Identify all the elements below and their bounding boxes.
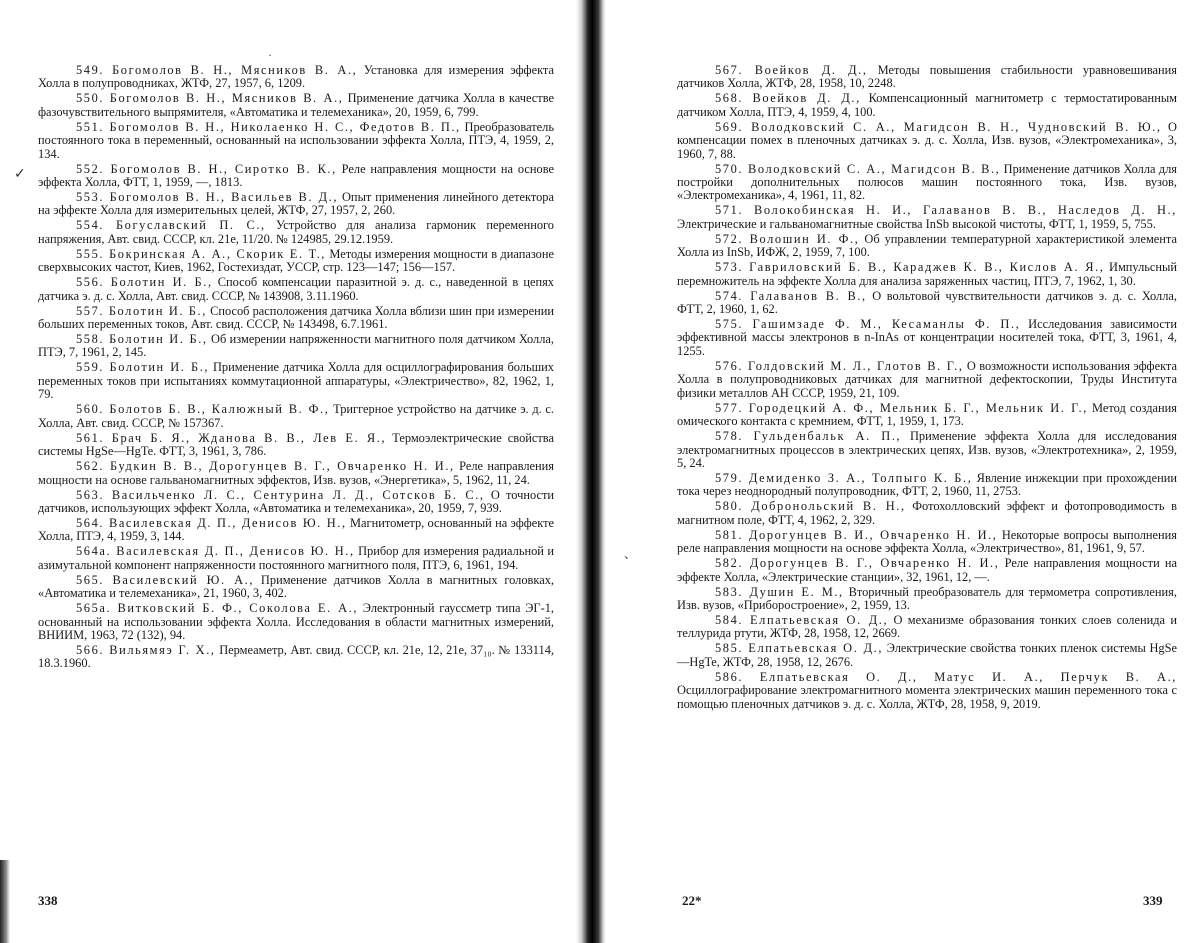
book-gutter: [576, 0, 606, 943]
entry-authors: 561. Брач Б. Я., Жданова В. В., Лев Е. Я.,: [76, 430, 387, 445]
bibliography-entry: [677, 360, 1177, 400]
bibliography-entry: [677, 204, 1177, 231]
entry-authors: 573. Гавриловский Б. В., Караджев К. В., Кислов А. Я.,: [715, 260, 1105, 275]
entry-citation: Пермеаметр, Авт. свид. СССР, кл. 21e, 12, 21e, 37₁₀. № 133114, 18.3.1960.: [38, 642, 554, 671]
margin-mark: ✓: [14, 167, 26, 182]
entry-citation: Реле направления мощности на основе эффекта Холла, ФТТ, 1, 1959, —, 1813.: [38, 161, 554, 190]
entry-citation: Об управлении температурной характеристикой элемента Холла из InSb, ИФЖ, 2, 1959, 7, 100.: [677, 231, 1177, 260]
entry-citation: Явление инжекции при прохождении тока через неоднородный полупроводник, ФТТ, 2, 1960, 11, 2753.: [677, 470, 1177, 499]
entry-authors: 583. Душин Е. М.,: [715, 584, 844, 599]
entry-authors: 572. Волошин И. Ф.,: [715, 231, 860, 246]
bibliography-entry: [677, 92, 1177, 119]
entry-citation: Применение датчика Холла для осциллографирования больших переменных токов при испытаниях коммутационной аппаратуры, «Электричество», 82, 1962, 1, 79.: [38, 360, 554, 402]
entry-authors: 563. Васильченко Л. С., Сентурина Л. Д., Сотсков Б. С.,: [76, 487, 485, 502]
entry-citation: Опыт применения линейного детектора на эффекте Холла для измерительных целей, ЖТФ, 27, 1957, 2, 260.: [38, 190, 555, 218]
entry-authors: 567. Воейков Д. Д.,: [715, 63, 868, 77]
gutter-mark: 、: [624, 547, 637, 561]
entry-citation: Применение датчика Холла в качестве фазочувствительного выпрямителя, «Автоматика и телемеханика», 20, 1959, 6, 799.: [38, 91, 554, 119]
left-page: [38, 64, 554, 943]
entry-authors: 560. Болотов Б. В., Калюжный В. Ф.,: [76, 402, 330, 417]
bibliography-entry: [677, 430, 1177, 470]
entry-authors: 564. Василевская Д. П., Денисов Ю. Н.,: [76, 515, 347, 530]
entry-citation: О механизме образования тонких слоев соленида и теллурида ртути, ЖТФ, 28, 1958, 12, 2669.: [677, 612, 1177, 641]
bibliography-entry: [38, 248, 554, 275]
entry-authors: 576. Голдовский М. Л., Глотов В. Г.,: [715, 358, 964, 373]
entry-citation: Термоэлектрические свойства системы HgSe—HgTe. ФТТ, 3, 1961, 3, 786.: [38, 430, 554, 459]
bibliography-entry: [38, 191, 554, 218]
bibliography-entry: [677, 64, 1177, 91]
entry-citation: Электрические и гальваномагнитные свойства InSb высокой чистоты, ФТТ, 1, 1959, 5, 755.: [677, 216, 1156, 231]
bibliography-entry: [677, 233, 1177, 260]
entry-authors: 585. Елпатьевская О. Д.,: [715, 641, 884, 656]
entry-citation: О возможности использования эффекта Холла в полупроводниковых датчиках для магнитной дефектоскопии, Труды Института физики металлов АН СССР, 1959, 21, 109.: [677, 358, 1178, 400]
entry-citation: Реле направления мощности на основе гальваномагнитных эффектов, Изв. вузов, «Энергетика», 5, 1962, 11, 24.: [38, 459, 554, 487]
entry-citation: Некоторые вопросы выполнения реле направления мощности на основе эффекта Холла, «Электричество», 81, 1961, 9, 57.: [677, 527, 1177, 556]
bibliography-entry: [38, 574, 554, 601]
bibliography-entry: [38, 517, 554, 544]
page-number-left: 338: [38, 893, 58, 908]
entry-citation: Установка для измерения эффекта Холла в полупроводниках, ЖТФ, 27, 1957, 6, 1209.: [38, 63, 554, 91]
entry-citation: Методы повышения стабильности уравновешивания датчиков Холла, ЖТФ, 28, 1958, 10, 2248.: [677, 63, 1177, 91]
bibliography-entry: [38, 276, 554, 303]
bibliography-entry: [677, 163, 1177, 203]
entry-authors: 554. Богуславский П. С.,: [76, 218, 266, 233]
entry-citation: Метод создания омического контакта с кремнием, ФТТ, 1, 1959, 1, 173.: [677, 400, 1177, 429]
bibliography-entry: [38, 333, 554, 360]
bibliography-entry: [677, 529, 1177, 556]
bibliography-entry: [38, 219, 554, 246]
bibliography-entry: [677, 586, 1177, 613]
bibliography-list-right: [677, 64, 1177, 711]
entry-authors: 555. Бокринская А. А., Скорик Е. Т.,: [76, 246, 326, 261]
bibliography-entry: [38, 602, 554, 642]
bibliography-entry: [38, 403, 554, 430]
bibliography-entry: [38, 361, 554, 401]
entry-authors: 584. Елпатьевская О. Д.,: [715, 612, 889, 627]
entry-citation: Преобразователь постоянного тока в переменный, основанный на использовании эффекта Холла, ПТЭ, 4, 1959, 2, 134.: [38, 119, 554, 161]
entry-citation: Вторичный преобразователь для термометра сопротивления, Изв. вузов, «Приборостроение», 2, 1959, 13.: [677, 584, 1177, 612]
entry-authors: 558. Болотин И. Б.,: [76, 332, 208, 347]
entry-citation: Применение датчиков Холла в магнитных головках, «Автоматика и телемеханика», 21, 1960, 3, 402.: [38, 572, 555, 601]
entry-authors: 568. Воейков Д. Д.,: [715, 91, 861, 106]
entry-citation: Магнитометр, основанный на эффекте Холла, ПТЭ, 4, 1959, 3, 144.: [38, 515, 554, 544]
entry-citation: Электронный гауссметр типа ЭГ-1, основанный на использовании эффекта Холла. Исследования в области магнитных измерений, ВНИИМ, 1963, 72 (132), 94.: [38, 601, 554, 642]
entry-citation: Способ компенсации паразитной э. д. с., наведенной в цепях датчика э. д. с. Холла, Авт. свид. СССР, № 143908, 3.11.1960.: [38, 275, 554, 303]
entry-authors: 575. Гашимзаде Ф. М., Кесаманлы Ф. П.,: [715, 317, 1021, 332]
right-page: [677, 64, 1177, 943]
bibliography-entry: [677, 557, 1177, 584]
bibliography-entry: [677, 472, 1177, 499]
page-number-right: 339: [1143, 893, 1163, 908]
bibliography-entry: [38, 489, 554, 516]
entry-citation: Импульсный перемножитель на эффекте Холла для анализа заряженных частиц, ПТЭ, 7, 1962, 1, 30.: [677, 260, 1178, 288]
bibliography-entry: [38, 460, 554, 487]
entry-authors: 565а. Витковский Б. Ф., Соколова Е. А.,: [76, 601, 359, 616]
bibliography-entry: [38, 545, 554, 572]
entry-authors: 580. Добронольский В. Н.,: [715, 499, 906, 514]
entry-authors: 565. Василевский Ю. А.,: [76, 572, 255, 587]
bibliography-entry: [677, 261, 1177, 288]
entry-citation: Прибор для измерения радиальной и азимутальной компонент напряженности постоянного магнитного поля, ПТЭ, 6, 1961, 194.: [38, 544, 554, 572]
entry-citation: Исследования зависимости эффективной массы электронов в n-InAs от концентрации носителей тока, ФТТ, 3, 1961, 4, 1255.: [677, 317, 1177, 358]
bibliography-entry: [677, 671, 1177, 711]
bibliography-entry: [38, 644, 554, 671]
bibliography-entry: [38, 64, 554, 91]
entry-authors: 553. Богомолов В. Н., Васильев В. Д.,: [76, 190, 339, 205]
page-edge-shadow: [0, 860, 10, 943]
entry-authors: 550. Богомолов В. Н., Мясников В. А.,: [76, 91, 344, 106]
entry-citation: Применение датчиков Холла для постройки дополнительных полюсов машин постоянного тока, Изв. вузов, «Электромеханика», 4, 1961, 11, 82.: [677, 161, 1177, 203]
entry-citation: Электрические свойства тонких пленок системы HgSe—HgTe, ЖТФ, 28, 1958, 12, 2676.: [677, 641, 1177, 669]
entry-authors: 586. Елпатьевская О. Д., Матус И. А., Перчук В. А.,: [715, 669, 1177, 684]
bibliography-entry: [677, 642, 1177, 669]
entry-authors: 556. Болотин И. Б.,: [76, 275, 213, 290]
bibliography-entry: [38, 305, 554, 332]
entry-citation: Устройство для анализа гармоник переменного напряжения, Авт. свид. СССР, кл. 21e, 11/20. № 124985, 29.12.1959.: [38, 218, 554, 246]
entry-citation: О компенсации помех в пленочных датчиках э. д. с. Холла, Изв. вузов, «Электромеханика», 3, 1960, 7, 88.: [677, 119, 1178, 161]
entry-authors: 562. Будкин В. В., Дорогунцев В. Г., Овчаренко Н. И.,: [76, 459, 455, 474]
bibliography-entry: [677, 402, 1177, 429]
entry-citation: О точности датчиков, использующих эффект Холла, «Автоматика и телемеханика», 20, 1959, 7, 939.: [38, 487, 555, 515]
entry-authors: 579. Демиденко З. А., Толпыго К. Б.,: [715, 470, 973, 485]
entry-citation: Применение эффекта Холла для исследования электромагнитных процессов в электрических цепях, Изв. вузов, «Электротехника», 2, 1959, 5, 24.: [677, 429, 1177, 470]
bibliography-entry: [38, 121, 554, 161]
entry-citation: О вольтовой чувствительности датчиков э. д. с. Холла, ФТТ, 2, 1960, 1, 62.: [677, 288, 1177, 317]
bibliography-entry: [38, 432, 554, 459]
dot-mark: ·: [268, 48, 272, 62]
entry-authors: 571. Волокобинская Н. И., Галаванов В. В., Наследов Д. Н.,: [715, 203, 1177, 218]
entry-citation: Компенсационный магнитометр с термостатированным датчиком Холла, ПТЭ, 4, 1959, 4, 100.: [677, 91, 1177, 119]
entry-authors: 569. Володковский С. А., Магидсон В. Н., Чудновский В. Ю.,: [715, 119, 1162, 134]
entry-citation: Методы измерения мощности в диапазоне сверхвысоких частот, Киев, 1962, Гостехиздат, УССР, стр. 123—147; 156—157.: [38, 246, 554, 275]
entry-authors: 564а. Василевская Д. П., Денисов Ю. Н.,: [76, 544, 355, 559]
entry-citation: Осциллографирование электромагнитного момента электрических машин переменного тока с помощью пленочных датчиков э. д. с. Холла, ЖТФ, 28, 1958, 9, 2019.: [677, 683, 1177, 711]
entry-authors: 574. Галаванов В. В.,: [715, 288, 867, 303]
entry-authors: 577. Городецкий А. Ф., Мельник Б. Г., Мельник И. Г.,: [715, 400, 1088, 415]
entry-authors: 549. Богомолов В. Н., Мясников В. А.,: [76, 63, 358, 77]
entry-authors: 552. Богомолов В. Н., Сиротко В. К.,: [76, 161, 337, 176]
bibliography-entry: [677, 614, 1177, 641]
entry-authors: 557. Болотин И. Б.,: [76, 303, 207, 318]
entry-citation: Реле направления мощности на эффекте Холла, «Электрические станции», 32, 1961, 12, —.: [677, 556, 1178, 584]
signature-mark: 22*: [682, 893, 702, 908]
entry-citation: Фотохолловский эффект и фотопроводимость в магнитном поле, ФТТ, 4, 1962, 2, 329.: [677, 499, 1177, 527]
entry-authors: 570. Володковский С. А., Магидсон В. В.,: [715, 161, 1001, 176]
entry-authors: 566. Вильямяэ Г. Х.,: [76, 642, 216, 657]
entry-citation: Способ расположения датчика Холла вблизи шин при измерении больших переменных токов, Авт. свид. СССР, № 143498, 6.7.1961.: [38, 303, 554, 332]
entry-citation: Об измерении напряженности магнитного поля датчиком Холла, ПТЭ, 7, 1961, 2, 145.: [38, 332, 554, 360]
entry-citation: Триггерное устройство на датчике э. д. с. Холла, Авт. свид. СССР, № 157367.: [38, 402, 554, 430]
bibliography-entry: [677, 500, 1177, 527]
entry-authors: 559. Болотин И. Б.,: [76, 360, 210, 375]
bibliography-list-left: [38, 64, 554, 671]
entry-authors: 578. Гульденбальк А. П.,: [715, 429, 902, 444]
bibliography-entry: [677, 121, 1177, 161]
bibliography-entry: [677, 318, 1177, 358]
entry-authors: 581. Дорогунцев В. И., Овчаренко Н. И.,: [715, 527, 998, 542]
bibliography-entry: [677, 290, 1177, 317]
bibliography-entry: [38, 92, 554, 119]
bibliography-entry: [38, 163, 554, 190]
entry-authors: 582. Дорогунцев В. Г., Овчаренко Н. И.,: [715, 556, 1000, 571]
entry-authors: 551. Богомолов В. Н., Николаенко Н. С., Федотов В. П.,: [76, 119, 461, 134]
